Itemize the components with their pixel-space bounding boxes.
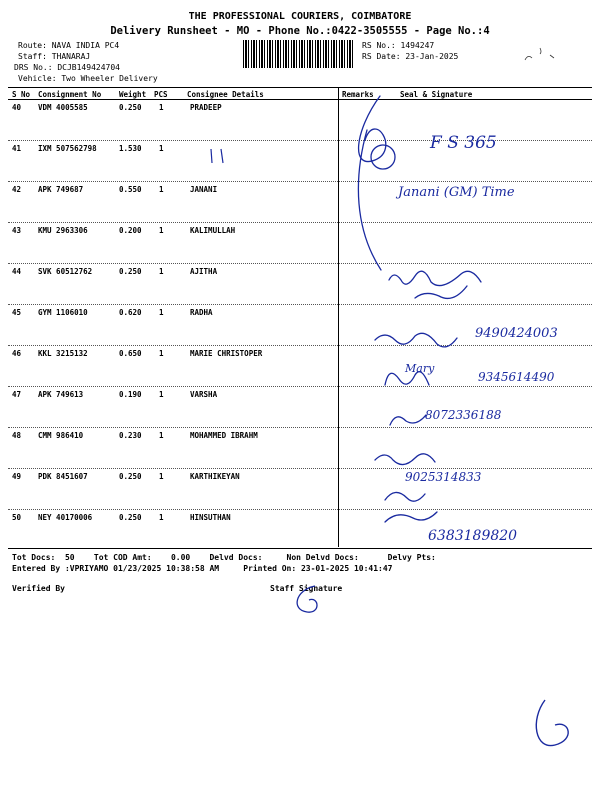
row-pcs: 1 — [159, 431, 164, 440]
staff-signature-ink — [285, 580, 335, 620]
row-pcs: 1 — [159, 103, 164, 112]
row-sno: 41 — [12, 144, 22, 153]
row-weight: 0.250 — [119, 103, 142, 112]
row-consignment: SVK 60512762 — [38, 267, 93, 276]
rs-no-label: RS No.: 1494247 — [362, 41, 435, 50]
totals-line: Tot Docs: 50 Tot COD Amt: 0.00 Delvd Docs: Non Delvd Docs: Delvy Pts: — [12, 553, 436, 562]
col-sno: S No — [12, 90, 31, 99]
remarks-divider — [338, 87, 339, 547]
row-consignment: GYM 1106010 — [38, 308, 88, 317]
row-pcs: 1 — [159, 349, 164, 358]
row-sno: 48 — [12, 431, 22, 440]
row-pcs: 1 — [159, 472, 164, 481]
row-consignee: KARTHIKEYAN — [190, 472, 240, 481]
verified-by-label: Verified By — [12, 584, 65, 593]
staff-label: Staff: THANARAJ — [18, 52, 91, 61]
row-pcs: 1 — [159, 513, 164, 522]
vehicle-label: Vehicle: Two Wheeler Delivery — [18, 74, 158, 83]
col-consignment: Consignment No — [38, 90, 102, 99]
row-sno: 47 — [12, 390, 22, 399]
row-sno: 42 — [12, 185, 22, 194]
row-sno: 43 — [12, 226, 22, 235]
row-sno: 49 — [12, 472, 22, 481]
barcode — [243, 40, 355, 68]
row46-handwritten-name: Mary — [405, 362, 435, 375]
drs-label: DRS No.: DCJB149424704 — [14, 63, 120, 72]
row-consignee: HINSUTHAN — [190, 513, 231, 522]
row-sno: 40 — [12, 103, 22, 112]
row-consignee: PRADEEP — [190, 103, 222, 112]
row47-phone: 8072336188 — [425, 408, 502, 422]
staff-signature-label: Staff Signature — [270, 584, 343, 593]
row-consignment: APK 749613 — [38, 390, 84, 399]
col-remarks: Remarks — [342, 90, 374, 99]
col-pcs: PCS — [154, 90, 168, 99]
company-title: THE PROFESSIONAL COURIERS, COIMBATORE — [188, 11, 412, 22]
row-consignment: APK 749687 — [38, 185, 84, 194]
row46-phone: 9345614490 — [478, 370, 555, 384]
row-weight: 0.200 — [119, 226, 142, 235]
row-pcs: 1 — [159, 267, 164, 276]
col-weight: Weight — [119, 90, 147, 99]
row-pcs: 1 — [159, 390, 164, 399]
row-sno: 45 — [12, 308, 22, 317]
route-label: Route: NAVA INDIA PC4 — [18, 41, 120, 50]
col-seal-signature: Seal & Signature — [400, 90, 473, 99]
row-consignment: KMU 2963306 — [38, 226, 88, 235]
rs-date-label: RS Date: 23-Jan-2025 — [362, 52, 459, 61]
row-pcs: 1 — [159, 144, 164, 153]
row-weight: 0.190 — [119, 390, 142, 399]
row-consignment: NEY 40170006 — [38, 513, 93, 522]
row-consignment: PDK 8451607 — [38, 472, 88, 481]
row-consignee: RADHA — [190, 308, 213, 317]
row-consignment: KKL 3215132 — [38, 349, 88, 358]
col-consignee: Consignee Details — [187, 90, 264, 99]
row-consignment: IXM 507562798 — [38, 144, 97, 153]
row-weight: 0.620 — [119, 308, 142, 317]
row-consignment: VDM 4005585 — [38, 103, 88, 112]
row-weight: 0.650 — [119, 349, 142, 358]
row-sno: 44 — [12, 267, 22, 276]
row41-handwritten-mark — [205, 145, 235, 167]
corner-mark — [520, 40, 560, 70]
row-weight: 0.250 — [119, 472, 142, 481]
row-sno: 46 — [12, 349, 22, 358]
row-consignee: AJITHA — [190, 267, 218, 276]
row40-41-handwriting: F S 365 — [430, 133, 497, 153]
row-weight: 0.250 — [119, 513, 142, 522]
table-bottom-border — [8, 548, 592, 549]
row-consignee: KALIMULLAH — [190, 226, 236, 235]
row-consignment: CMM 986410 — [38, 431, 84, 440]
row-consignee: MOHAMMED IBRAHM — [190, 431, 258, 440]
row-weight: 0.550 — [119, 185, 142, 194]
row50-phone: 6383189820 — [428, 528, 518, 544]
entered-by-line: Entered By :VPRIYAMO 01/23/2025 10:38:58 AM Printed On: 23-01-2025 10:41:47 — [12, 564, 393, 573]
row-pcs: 1 — [159, 308, 164, 317]
row45-phone: 9490424003 — [475, 326, 558, 341]
row-pcs: 1 — [159, 185, 164, 194]
row-weight: 0.230 — [119, 431, 142, 440]
row-weight: 0.250 — [119, 267, 142, 276]
row-weight: 1.530 — [119, 144, 142, 153]
row-sno: 50 — [12, 513, 22, 522]
row-consignee: VARSHA — [190, 390, 218, 399]
row-pcs: 1 — [159, 226, 164, 235]
row49-phone: 9025314833 — [405, 470, 482, 484]
table-top-border — [8, 87, 592, 88]
row-consignee: JANANI — [190, 185, 218, 194]
row-consignee: MARIE CHRISTOPER — [190, 349, 263, 358]
runsheet-title: Delivery Runsheet - MO - Phone No.:0422-3505555 - Page No.:4 — [110, 25, 490, 37]
bottom-corner-ink — [525, 690, 585, 760]
row42-handwriting: Janani (GM) Time — [398, 185, 515, 200]
